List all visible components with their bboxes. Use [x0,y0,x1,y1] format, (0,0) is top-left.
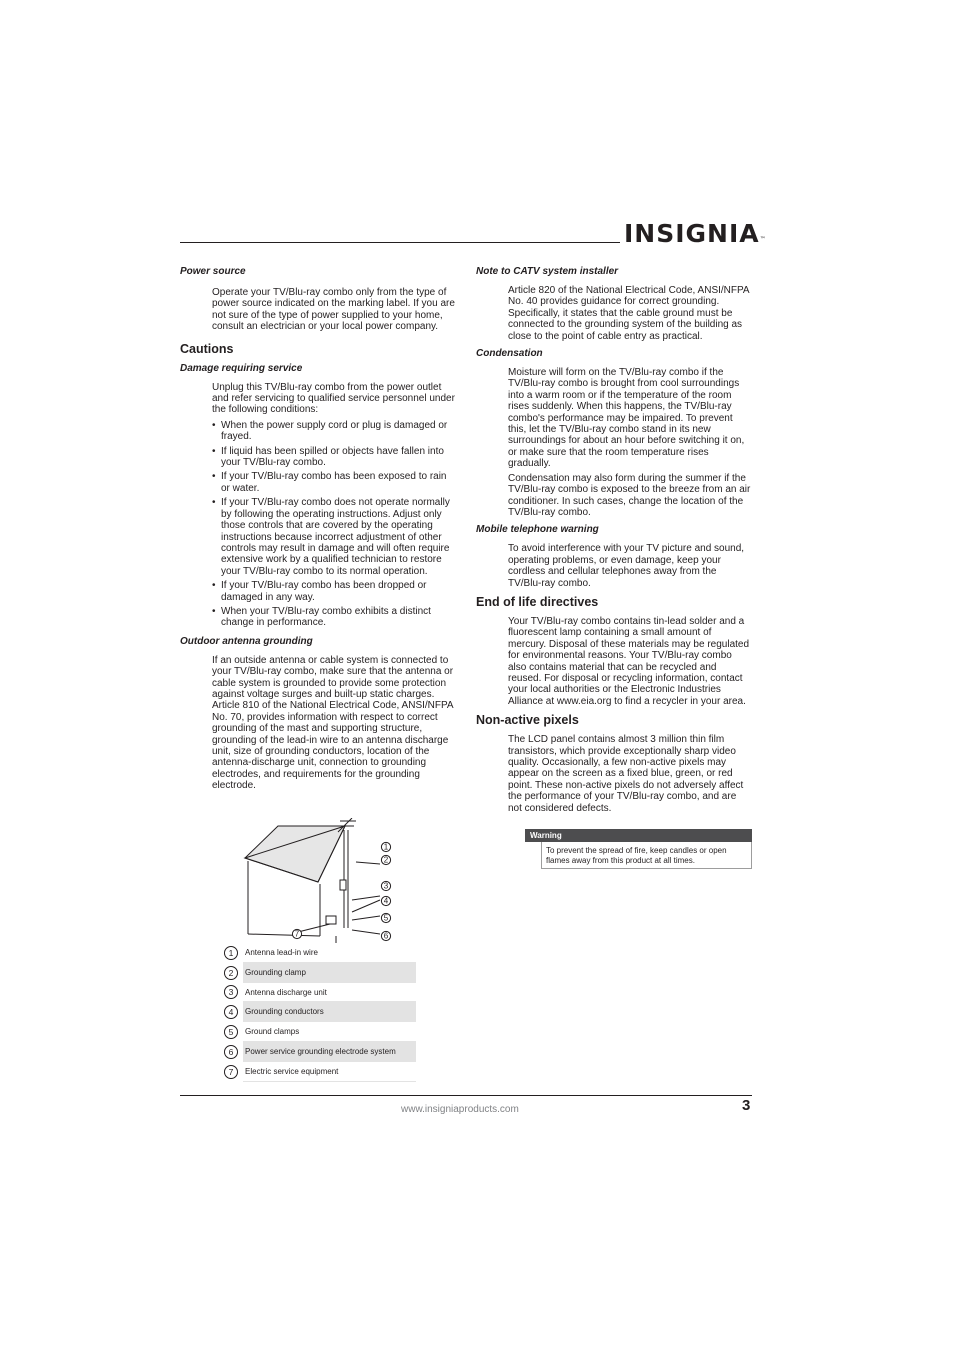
legend-number: 2 [224,966,238,980]
legend-row [222,1022,416,1042]
svg-text:4: 4 [383,896,389,906]
callout-4 [381,896,390,905]
callout-7 [292,929,301,938]
footer-url: www.insigniaproducts.com [401,1104,519,1115]
list-item: • If your TV/Blu-ray combo has been exposed to rain or water. [212,471,447,494]
list-item: • If liquid has been spilled or objects have fallen into your TV/Blu-ray combo. [212,445,444,469]
insignia-logo: INSIGNIA™ [624,219,766,248]
legend-row [222,983,416,1003]
legend-number: 7 [224,1065,238,1079]
right-column [476,266,752,820]
pixels-text: The LCD panel contains almost 3 million thin film transistors, which provide exceptionally sharp video quality. Occasionally, a few non-active pixels may appear on the screen as a fixed blue, green, or red point. These non-active pixels do not adversely affect the performance of your TV/Blu-ray combo, and are not considered defects. [508,734,744,814]
header-rule [180,242,620,243]
antenna-grounding-diagram [240,818,400,943]
list-item: • If your TV/Blu-ray combo does not operate normally by following the operating instructions. Adjust only those controls that are covered by the operating instructions because incorrect adjustment of other controls may result in damage and will often require extensive work by a qualified technician to restore your TV/Blu-ray combo to its normal operation. [212,497,450,577]
warning-label: Warning [525,829,752,842]
page-number: 3 [742,1097,751,1114]
svg-text:1: 1 [383,842,389,852]
damage-intro: Unplug this TV/Blu-ray combo from the power outlet and refer servicing to qualified service personnel under the following conditions: [212,381,455,416]
mobile-heading: Mobile telephone warning [476,524,599,536]
legend-number: 4 [224,1005,238,1019]
catv-heading: Note to CATV system installer [476,266,619,277]
damage-list [212,420,455,629]
legend-label: Grounding conductors [243,1002,416,1022]
catv-text: Article 820 of the National Electrical Code, ANSI/NFPA No. 40 provides guidance for correct grounding. Specifically, it states that the cable ground must be connected to the grounding system of the building as close to the point of cable entry as practical. [508,285,750,342]
list-item: • When your TV/Blu-ray combo exhibits a distinct change in performance. [212,605,431,629]
callout-1 [381,842,390,851]
power-source-text: Operate your TV/Blu-ray combo only from the type of power source indicated on the marking label. If you are not sure of the type of power supplied to your home, consult an electrician or your local power company. [212,287,455,333]
antenna-heading: Outdoor antenna grounding [180,635,313,647]
condensation-heading: Condensation [476,348,543,360]
callout-3 [381,881,390,890]
legend-label: Ground clamps [243,1022,416,1042]
svg-text:5: 5 [383,913,389,923]
cautions-heading: Cautions [180,341,234,356]
svg-text:6: 6 [383,931,389,941]
power-source-heading: Power source [180,266,246,277]
condensation-text-1: Moisture will form on the TV/Blu-ray combo if the TV/Blu-ray combo is brought from cool surroundings into a warm room or if the temperature of the room rises suddenly. When this happens, the TV/Blu-ray combo's performance may be impaired. To prevent this, let the TV/Blu-ray combo stand in its new surroundings for about an hour before switching it on, or make sure that the room temperature rises gradually. [508,367,745,470]
footer-rule [180,1095,752,1096]
callout-6 [381,931,390,940]
legend-label: Antenna lead-in wire [243,943,416,963]
condensation-text-2: Condensation may also form during the summer if the TV/Blu-ray combo is exposed to the breeze from an air conditioner. In such cases, change the location of the TV/Blu-ray combo. [508,472,751,518]
legend-row [222,943,416,963]
legend-row [222,963,416,983]
legend-number: 3 [224,985,238,999]
list-item: • When the power supply cord or plug is damaged or frayed. [212,419,448,443]
warning-text: To prevent the spread of fire, keep candles or open flames away from this product at all times. [541,842,752,869]
damage-heading: Damage requiring service [180,362,303,374]
legend-label: Antenna discharge unit [243,983,416,1003]
svg-text:3: 3 [383,881,389,891]
svg-text:2: 2 [383,855,389,865]
legend-row [222,1042,416,1062]
mobile-text: To avoid interference with your TV picture and sound, operating problems, or even damage, keep your cordless and cellular telephones away from the TV/Blu-ray combo. [508,543,745,589]
legend-label: Electric service equipment [243,1062,416,1082]
legend-number: 6 [224,1045,238,1059]
diagram-legend [222,943,416,1082]
legend-label: Power service grounding electrode system [243,1042,416,1062]
left-column [180,266,455,798]
eol-heading: End of life directives [476,594,599,609]
callout-5 [381,913,390,922]
legend-row [222,1062,416,1082]
legend-row [222,1002,416,1022]
house-drawing [245,818,380,943]
pixels-heading: Non-active pixels [476,713,579,728]
warning-box [525,829,752,869]
svg-text:7: 7 [294,929,300,939]
legend-number: 5 [224,1025,238,1039]
list-item: • If your TV/Blu-ray combo has been dropped or damaged in any way. [212,580,427,603]
legend-label: Grounding clamp [243,963,416,983]
callout-2 [381,855,390,864]
antenna-text: If an outside antenna or cable system is connected to your TV/Blu-ray combo, make sure that the antenna or cable system is grounded to provide some protection against voltage surges and built-up static charges. Article 810 of the National Electrical Code, ANSI/NFPA No. 70, provides information with respect to correct grounding of the mast and supporting structure, grounding of the lead-in wire to an antenna discharge unit, size of grounding conductors, location of the antenna-discharge unit, connection to grounding electrodes, and requirements for the grounding electrode. [212,654,454,792]
legend-number: 1 [224,946,238,960]
eol-text: Your TV/Blu-ray combo contains tin-lead solder and a fluorescent lamp containing a small amount of mercury. Disposal of these materials may be regulated for environmental reasons. Your TV/Blu-ray combo also contains material that can be recycled and reused. For disposal or recycling information, contact your local authorities or the Electronic Industries Alliance at www.eia.org to find a recycler in your area. [508,615,750,707]
